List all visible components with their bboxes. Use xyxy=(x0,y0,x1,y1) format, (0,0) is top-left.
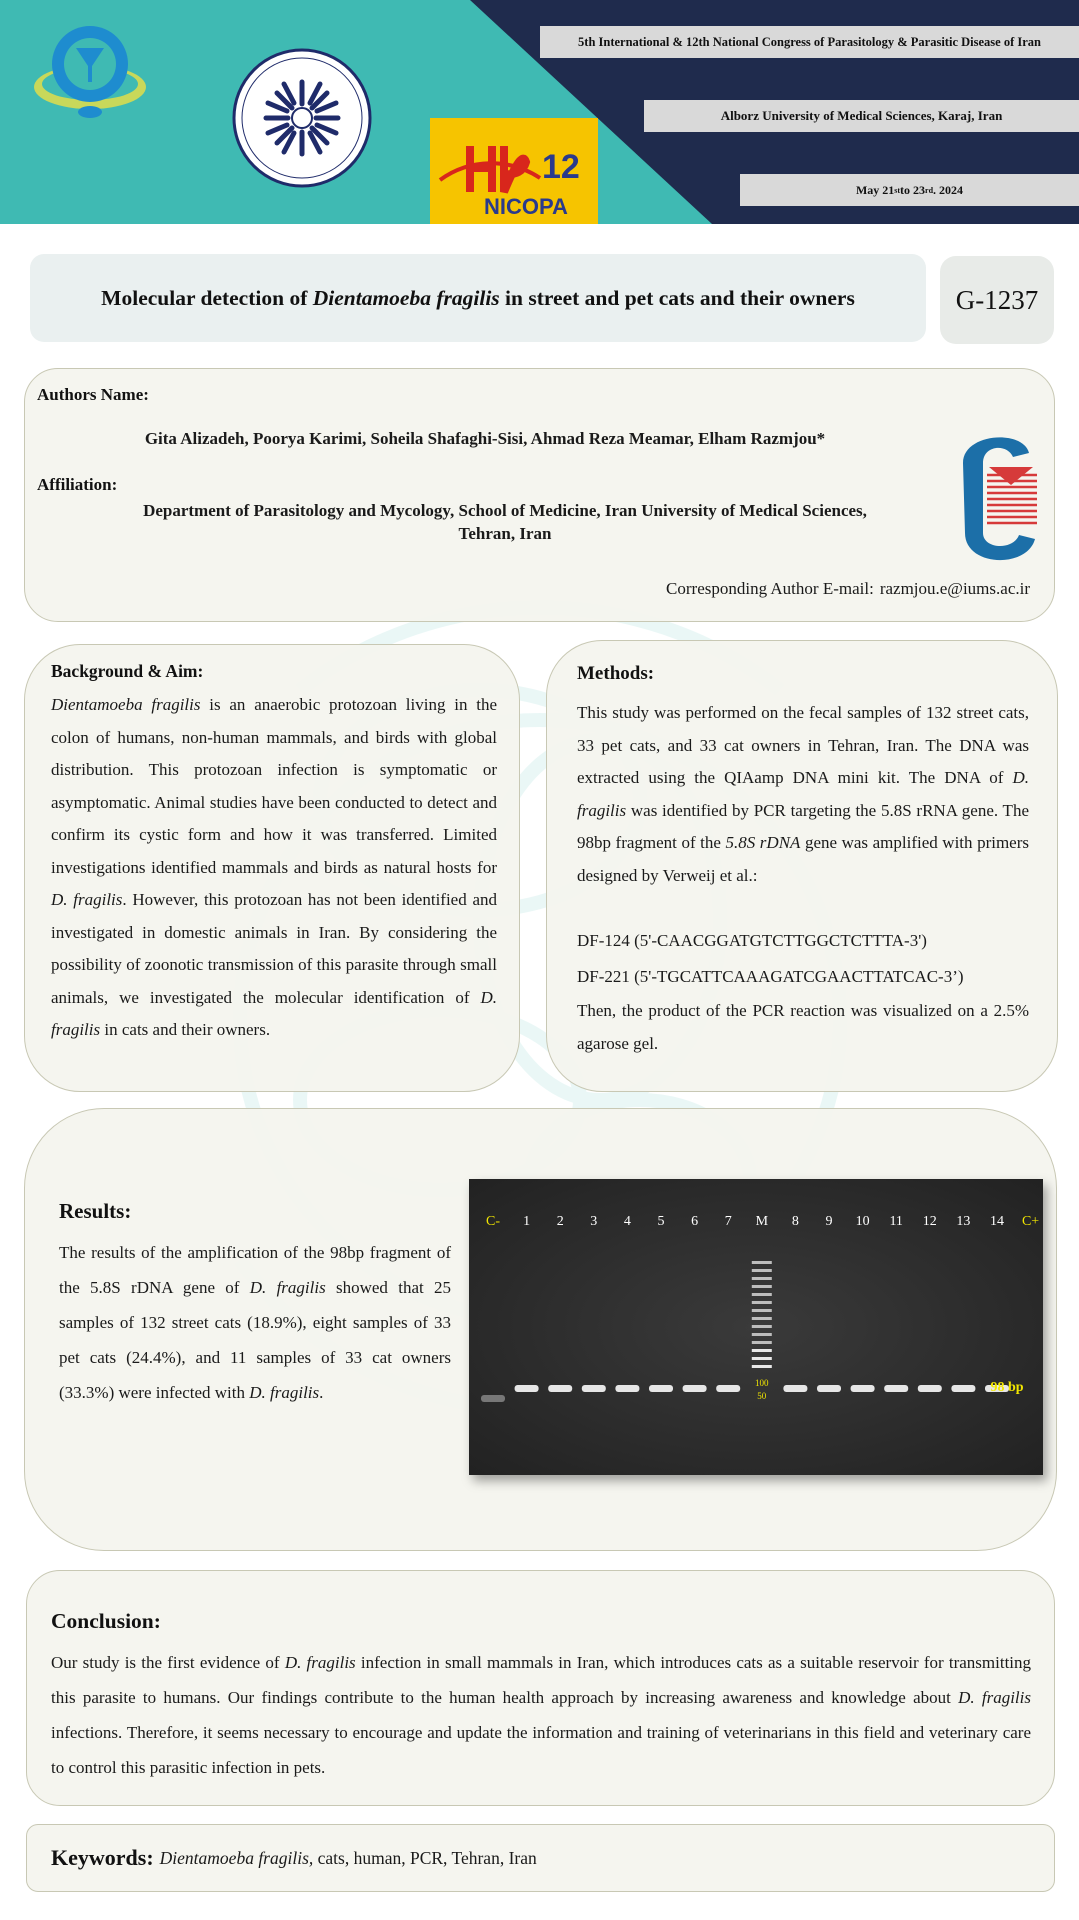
results-species-2: D. fragilis xyxy=(249,1383,320,1402)
gel-band xyxy=(851,1385,875,1392)
date-sup1: st xyxy=(894,185,901,195)
methods-panel xyxy=(546,640,1058,1092)
keywords-panel xyxy=(26,1824,1055,1892)
results-panel xyxy=(24,1108,1057,1551)
concl-text-a: Our study is the first evidence of xyxy=(51,1653,285,1672)
gel-lane-label: 14 xyxy=(990,1214,1004,1229)
poster-title xyxy=(101,286,855,311)
gel-band xyxy=(884,1385,908,1392)
gel-lane-label: 4 xyxy=(623,1214,631,1229)
gel-band xyxy=(649,1385,673,1392)
affiliation-label: Affiliation: xyxy=(37,475,118,494)
methods-title: Methods: xyxy=(577,663,655,684)
date-label xyxy=(740,174,1079,206)
background-title: Background & Aim: xyxy=(51,661,204,681)
methods-text-c: gene was amplified with primers designed by Verweij et al.: xyxy=(577,833,1029,885)
header-banner xyxy=(0,0,1079,224)
nicopa-number: 12 xyxy=(542,148,580,186)
gel-band xyxy=(683,1385,707,1392)
conclusion-title: Conclusion: xyxy=(51,1609,161,1633)
gel-lane-label: 8 xyxy=(791,1214,799,1229)
gel-lane-label: C- xyxy=(486,1214,500,1229)
ladder-band xyxy=(752,1285,772,1288)
gel-lane-label: 1 xyxy=(523,1214,531,1229)
date-day1: May 21 xyxy=(855,182,895,197)
keywords-label: Keywords: xyxy=(51,1845,154,1870)
conclusion-text xyxy=(51,1645,1031,1785)
title-species: Dientamoeba fragilis xyxy=(312,285,500,310)
corr-email-link[interactable]: razmjou.e@iums.ac.ir xyxy=(879,579,1030,598)
title-suffix: in street and pet cats and their owners xyxy=(499,285,855,310)
gel-lane-label: 13 xyxy=(956,1214,971,1229)
affiliation-line1: Department of Parasitology and Mycology, School of Medicine, Iran University of Medical Sciences, xyxy=(143,501,867,520)
ladder-band xyxy=(752,1269,772,1272)
authors-names: Gita Alizadeh, Poorya Karimi, Soheila Shafaghi-Sisi, Ahmad Reza Meamar, Elham Razmjou* xyxy=(144,429,826,448)
background-panel xyxy=(24,644,520,1092)
date-end: . 2024 xyxy=(933,182,964,197)
ladder-100-label: 100 xyxy=(755,1378,769,1388)
primer-reverse: DF-221 (5'-TGCATTCAAAGATCGAACTTATCAC-3’) xyxy=(577,967,964,986)
nicopa-logo-icon xyxy=(430,118,598,224)
gel-lane-label: 5 xyxy=(657,1214,665,1229)
gel-lane-label: C+ xyxy=(1021,1214,1040,1229)
gel-lane-label: 9 xyxy=(825,1214,833,1229)
ladder-band xyxy=(752,1317,772,1320)
results-text-a: The results of the amplification of the 98bp fragment of the 5.8S rDNA gene of xyxy=(59,1243,451,1297)
gel-lane-label: 10 xyxy=(855,1214,870,1229)
gel-svg xyxy=(469,1179,1043,1475)
congress-name-label: 5th International & 12th National Congress of Parasitology & Parasitic Disease of Iran xyxy=(540,26,1079,58)
title-banner xyxy=(30,254,926,342)
affiliation-line2: Tehran, Iran xyxy=(458,524,552,543)
gel-band xyxy=(783,1385,807,1392)
primer-forward: DF-124 (5'-CAACGGATGTCTTGGCTCTTTA-3') xyxy=(577,931,927,950)
affiliation-text xyxy=(65,499,945,545)
keywords-species: Dientamoeba fragilis, xyxy=(159,1847,314,1868)
nicopa-text: NICOPA xyxy=(484,194,568,219)
concl-text-b: infection in small mammals in Iran, which introduces cats as a suitable reservoir for transmitting this parasite to humans. Our findings contribute to the human health approach by increasing awareness and knowledge about xyxy=(51,1653,1032,1707)
ladder-band xyxy=(752,1301,772,1304)
gel-lane-label: 2 xyxy=(556,1214,564,1229)
corresponding-author xyxy=(660,579,1030,599)
concl-species: D. fragilis xyxy=(284,1653,356,1672)
ladder-50-label: 50 xyxy=(757,1391,767,1401)
results-text-c: . xyxy=(319,1383,324,1402)
corr-label: Corresponding Author E-mail: xyxy=(666,579,874,598)
gel-lane-label: 12 xyxy=(922,1214,937,1229)
bg-text-2: . However, this protozoan has not been identified and investigated in domestic animals in Iran. By considering the possibility of zoonotic transmission of this parasite through small animals, we investigated the molecular identification of xyxy=(51,890,497,1007)
results-title: Results: xyxy=(59,1199,132,1223)
gel-band xyxy=(548,1385,572,1392)
methods-text xyxy=(577,697,1029,892)
poster-code-badge: G-1237 xyxy=(940,256,1054,344)
ladder-band xyxy=(752,1349,772,1352)
gel-lane-label: M xyxy=(755,1214,769,1229)
methods-text-d: Then, the product of the PCR reaction was visualized on a 2.5% agarose gel. xyxy=(577,1001,1029,1053)
results-species: D. fragilis xyxy=(249,1278,326,1297)
gel-electrophoresis-image xyxy=(469,1179,1043,1475)
concl-species-2: D. fragilis xyxy=(958,1688,1031,1707)
society-logo-icon xyxy=(232,48,372,188)
venue-label: Alborz University of Medical Sciences, Karaj, Iran xyxy=(644,100,1079,132)
gel-band xyxy=(817,1385,841,1392)
gel-band xyxy=(515,1385,539,1392)
bg-text-1: is an anaerobic protozoan living in the colon of humans, non-human mammals, and birds with global distribution. This protozoan infection is symptomatic or asymptomatic. Animal studies have been conducted to detect and confirm its cystic form and how it was transferred. Limited investigations identified mammals and birds as natural hosts for xyxy=(51,695,498,877)
bg-text-3: in cats and their owners. xyxy=(100,1020,271,1039)
gel-lane-label: 7 xyxy=(724,1214,732,1229)
gel-band xyxy=(582,1385,606,1392)
ladder-band xyxy=(752,1341,772,1344)
gel-lane-label: 3 xyxy=(590,1214,598,1229)
gel-band xyxy=(615,1385,639,1392)
authors-label: Authors Name: xyxy=(37,385,149,404)
methods-text-b: was identified by PCR targeting the 5.8S rRNA gene. The 98bp fragment of the xyxy=(577,800,1029,852)
methods-text-a: This study was performed on the fecal samples of 132 street cats, 33 pet cats, and 33 cat owners in Tehran, Iran. The DNA was extracted using the QIAamp DNA mini kit. The DNA of xyxy=(577,703,1029,787)
gel-band xyxy=(918,1385,942,1392)
gel-band-size-label: 98 bp xyxy=(990,1380,1024,1395)
results-text xyxy=(59,1235,451,1410)
congress-logo-icon xyxy=(18,12,168,132)
concl-text-c: infections. Therefore, it seems necessary to encourage and update the information and training of veterinarians in this field and veterinary care to control this parasitic infection in pets. xyxy=(51,1723,1031,1777)
bg-species: Dientamoeba fragilis xyxy=(51,695,201,714)
ladder-band xyxy=(752,1333,772,1336)
ladder-band xyxy=(752,1309,772,1312)
keywords-text xyxy=(160,1848,537,1869)
date-sup2: rd xyxy=(925,185,934,195)
ladder-band xyxy=(752,1325,772,1328)
iums-logo-icon xyxy=(943,423,1043,567)
methods-gene: 5.8S rDNA xyxy=(725,833,801,852)
authors-panel xyxy=(24,368,1055,622)
gel-band xyxy=(716,1385,740,1392)
title-prefix: Molecular detection of xyxy=(101,285,313,310)
conclusion-panel xyxy=(26,1570,1055,1806)
bg-species-2: D. fragilis xyxy=(51,890,123,909)
ladder-band xyxy=(752,1357,772,1360)
background-text xyxy=(51,689,497,1047)
gel-band xyxy=(481,1395,505,1402)
results-text-b: showed that 25 samples of 132 street cats (18.9%), eight samples of 33 pet cats (24.4%), and 11 samples of 33 cat owners (33.3%) were infected with xyxy=(59,1278,452,1402)
gel-lane-label: 6 xyxy=(691,1214,699,1229)
methods-species: D. fragilis xyxy=(577,768,1029,820)
keywords-rest: cats, human, PCR, Tehran, Iran xyxy=(313,1847,537,1868)
gel-band xyxy=(951,1385,975,1392)
bg-species-3: D. fragilis xyxy=(51,987,497,1039)
date-mid: to 23 xyxy=(900,182,926,197)
gel-lane-label: 11 xyxy=(889,1214,903,1229)
ladder-band xyxy=(752,1365,772,1368)
ladder-band xyxy=(752,1261,772,1264)
nicopa-logo xyxy=(430,118,598,224)
ladder-band xyxy=(752,1293,772,1296)
ladder-band xyxy=(752,1277,772,1280)
